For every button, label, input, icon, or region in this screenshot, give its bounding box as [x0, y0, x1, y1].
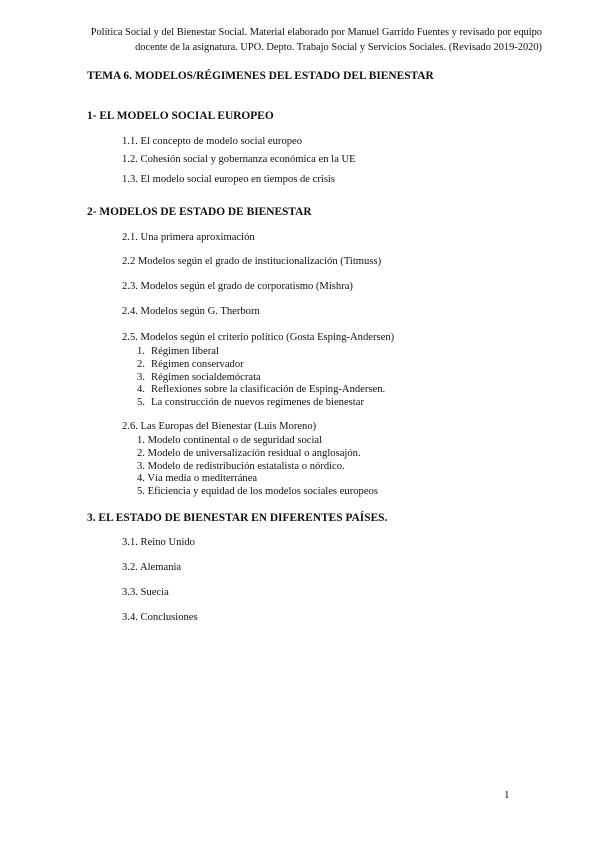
sub-list-2-5 [137, 346, 385, 410]
page-number: 1 [504, 789, 510, 801]
header-line-2: docente de la asignatura. UPO. Depto. Trabajo Social y Servicios Sociales. (Revisado 2019-2020) [135, 42, 542, 53]
list-item: 2. Modelo de universalización residual o anglosajón. [137, 447, 361, 459]
header-line-1: Política Social y del Bienestar Social. Material elaborado por Manuel Garrido Fuentes y revisado por equipo [90, 27, 542, 38]
toc-item-1-1: 1.1. El concepto de modelo social europeo [122, 136, 303, 147]
list-item: 4. Vía media o mediterránea [137, 473, 258, 485]
toc-item-3-4: 3.4. Conclusiones [122, 612, 198, 623]
list-item: 3. Régimen socialdemócrata [137, 371, 261, 383]
toc-item-1-3: 1.3. El modelo social europeo en tiempos de crisis [122, 174, 336, 185]
toc-item-2-6: 2.6. Las Europas del Bienestar (Luis Moreno) [122, 421, 317, 432]
list-item: 2. Régimen conservador [137, 358, 244, 370]
page-header [30, 25, 542, 55]
document-title: TEMA 6. MODELOS/RÉGIMENES DEL ESTADO DEL BIENESTAR [87, 70, 434, 82]
list-item: 1. Régimen liberal [137, 346, 219, 357]
sub-list-2-6 [137, 435, 378, 499]
list-item: 5. Eficiencia y equidad de los modelos sociales europeos [137, 486, 378, 498]
list-item: 5. La construcción de nuevos regímenes de bienestar [137, 397, 364, 409]
toc-item-2-5: 2.5. Modelos según el criterio político (Gosta Esping-Andersen) [122, 332, 395, 343]
toc-item-2-2: 2.2 Modelos según el grado de institucionalización (Titmuss) [122, 256, 382, 267]
list-item: 3. Modelo de redistribución estatalista o nórdico. [137, 460, 345, 472]
section-3-heading: 3. EL ESTADO DE BIENESTAR EN DIFERENTES PAÍSES. [87, 512, 388, 524]
section-1-heading: 1- EL MODELO SOCIAL EUROPEO [87, 110, 274, 122]
toc-item-3-1: 3.1. Reino Unido [122, 537, 195, 548]
section-2-heading: 2- MODELOS DE ESTADO DE BIENESTAR [87, 206, 312, 218]
toc-item-3-2: 3.2. Alemania [122, 562, 182, 573]
list-item: 1. Modelo continental o de seguridad social [137, 435, 323, 446]
list-item: 4. Reflexiones sobre la clasificación de Esping-Andersen. [137, 384, 386, 396]
toc-item-3-3: 3.3. Suecia [122, 587, 169, 598]
toc-item-2-1: 2.1. Una primera aproximación [122, 232, 255, 243]
toc-item-2-3: 2.3. Modelos según el grado de corporatismo (Mishra) [122, 281, 353, 292]
toc-item-1-2: 1.2. Cohesión social y gobernanza económica en la UE [122, 154, 356, 165]
toc-item-2-4: 2.4. Modelos según G. Therborn [122, 306, 260, 317]
